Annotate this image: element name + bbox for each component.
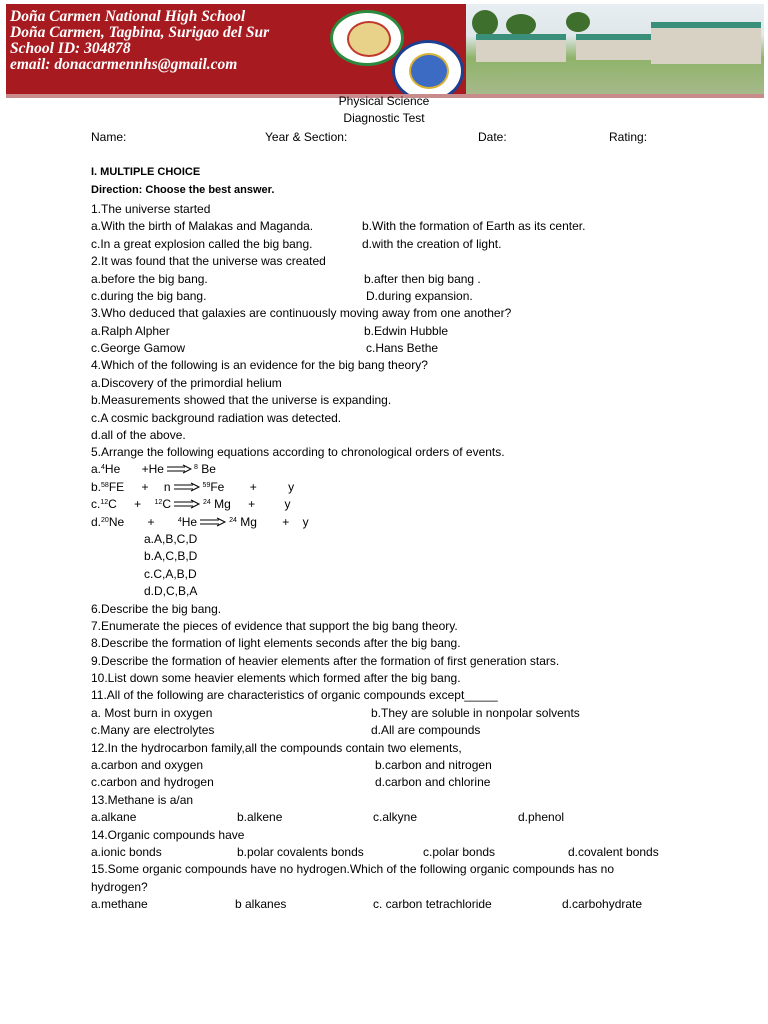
school-building-photo — [466, 4, 764, 94]
logos — [324, 8, 472, 96]
choice: a.ionic bonds — [91, 845, 162, 859]
choice: b.after then big bang . — [364, 272, 481, 286]
choice: a.before the big bang. — [91, 272, 208, 286]
choice: d.all of the above. — [91, 428, 186, 442]
choice: b.A,C,B,D — [144, 549, 198, 563]
choice: a.Ralph Alpher — [91, 324, 170, 338]
reaction-arrow-icon — [173, 499, 201, 509]
choice: d.All are compounds — [371, 723, 481, 737]
school-email: email: donacarmennhs@gmail.com — [10, 56, 238, 73]
choice: c.In a great explosion called the big bang. — [91, 237, 313, 251]
choice: c. carbon tetrachloride — [373, 897, 492, 911]
choice: d.phenol — [518, 810, 565, 824]
name-label: Name: — [91, 130, 127, 144]
equation-c: c.$^{12}$C + $^{12}$C $^{24}$ Mg + y — [91, 497, 291, 511]
choice: a.A,B,C,D — [144, 532, 198, 546]
choice: c.polar bonds — [423, 845, 496, 859]
choice: a.methane — [91, 897, 148, 911]
choice: d.covalent bonds — [568, 845, 659, 859]
school-info — [10, 9, 269, 73]
date-label: Date: — [478, 130, 507, 144]
question-stem: 3.Who deduced that galaxies are continuously moving away from one another? — [91, 306, 512, 320]
choice: a.With the birth of Malakas and Maganda. — [91, 219, 314, 233]
equation-d: d.$^{20}$Ne + $^4$He $^{24}$ Mg + y — [91, 515, 309, 529]
question-stem: 6.Describe the big bang. — [91, 602, 222, 616]
question-stem: 5.Arrange the following equations according to chronological orders of events. — [91, 445, 505, 459]
equation-a: a.$^4$He +He $^8$ Be — [91, 462, 216, 476]
choice: c.during the big bang. — [91, 289, 207, 303]
choice: a. Most burn in oxygen — [91, 706, 213, 720]
reaction-arrow-icon — [173, 482, 201, 492]
choice: b.Measurements showed that the universe is expanding. — [91, 393, 392, 407]
reaction-arrow-icon — [166, 464, 192, 474]
question-stem: 2.It was found that the universe was created — [91, 254, 326, 268]
choice: D.during expansion. — [366, 289, 473, 303]
choice: c.George Gamow — [91, 341, 186, 355]
choice: d.with the creation of light. — [362, 237, 502, 251]
choice: d.carbohydrate — [562, 897, 643, 911]
question-stem: 9.Describe the formation of heavier elements after the formation of first generation stars. — [91, 654, 560, 668]
question-stem-continued: hydrogen? — [91, 880, 148, 894]
choice: d.carbon and chlorine — [375, 775, 491, 789]
question-stem: 7.Enumerate the pieces of evidence that support the big bang theory. — [91, 619, 458, 633]
rating-label: Rating: — [609, 130, 648, 144]
question-stem: 10.List down some heavier elements which formed after the big bang. — [91, 671, 461, 685]
choice: c.Many are electrolytes — [91, 723, 215, 737]
equation-b: b.$^{58}$FE + n $^{59}$Fe + y — [91, 480, 295, 494]
choice: b.carbon and nitrogen — [375, 758, 492, 772]
choice: c.C,A,B,D — [144, 567, 197, 581]
choice: b.alkene — [237, 810, 283, 824]
choice: c.carbon and hydrogen — [91, 775, 214, 789]
choice: a.Discovery of the primordial helium — [91, 376, 282, 390]
choice: c.A cosmic background radiation was detected. — [91, 411, 342, 425]
choice: c.alkyne — [373, 810, 418, 824]
test-title: Diagnostic Test — [343, 111, 425, 125]
question-stem: 13.Methane is a/an — [91, 793, 194, 807]
choice: b.They are soluble in nonpolar solvents — [371, 706, 580, 720]
question-stem: 15.Some organic compounds have no hydrogen.Which of the following organic compounds has no — [91, 862, 614, 876]
school-name: Doña Carmen National High School — [10, 8, 246, 25]
choice: a.carbon and oxygen — [91, 758, 204, 772]
question-stem: 14.Organic compounds have — [91, 828, 245, 842]
choice: b alkanes — [235, 897, 287, 911]
choice: b.With the formation of Earth as its center. — [362, 219, 586, 233]
school-address: Doña Carmen, Tagbina, Surigao del Sur — [10, 24, 270, 41]
school-header-banner — [6, 4, 764, 98]
question-stem: 8.Describe the formation of light elements seconds after the big bang. — [91, 636, 461, 650]
year-section-label: Year & Section: — [265, 130, 348, 144]
choice: b.Edwin Hubble — [364, 324, 449, 338]
question-stem: 12.In the hydrocarbon family,all the compounds contain two elements, — [91, 741, 462, 755]
choice: b.polar covalents bonds — [237, 845, 364, 859]
school-seal-logo — [330, 10, 404, 66]
school-id: School ID: 304878 — [10, 40, 131, 57]
reaction-arrow-icon — [199, 517, 227, 527]
question-stem: 11.All of the following are characteristics of organic compounds except_____ — [91, 688, 498, 702]
test-subject: Physical Science — [338, 94, 430, 108]
question-stem: 4.Which of the following is an evidence for the big bang theory? — [91, 358, 428, 372]
direction: Direction: Choose the best answer. — [91, 184, 275, 196]
choice: d.D,C,B,A — [144, 584, 198, 598]
deped-seal-logo — [392, 40, 464, 98]
section-heading: I. MULTIPLE CHOICE — [91, 166, 201, 178]
question-stem: 1.The universe started — [91, 202, 211, 216]
choice: a.alkane — [91, 810, 137, 824]
choice: c.Hans Bethe — [366, 341, 439, 355]
